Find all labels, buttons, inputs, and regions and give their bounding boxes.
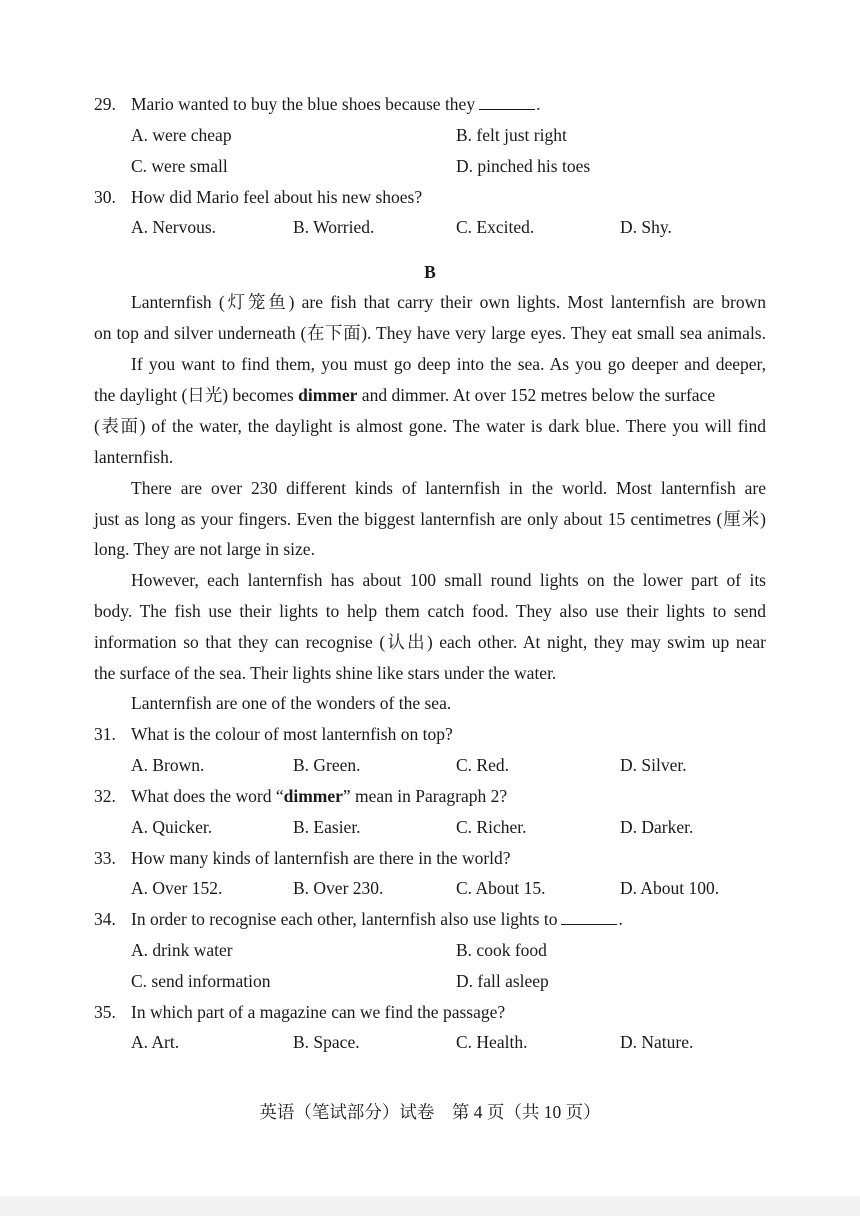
option-c: C. About 15.	[456, 878, 546, 898]
passage-line: long. They are not large in size.	[94, 539, 315, 559]
question-stem	[131, 785, 507, 807]
option-b: B. Space.	[293, 1032, 360, 1052]
option-b: B. Green.	[293, 755, 361, 775]
option-a: A. drink water	[131, 940, 233, 960]
question-stem: In which part of a magazine can we find the passage?	[131, 1002, 506, 1022]
key-word: dimmer	[283, 786, 343, 806]
answer-blank	[479, 95, 535, 110]
option-b: B. Over 230.	[293, 878, 384, 898]
question-number: 32.	[94, 786, 116, 806]
text-segment: ” mean in Paragraph 2?	[342, 786, 508, 806]
scan-edge	[0, 1196, 860, 1216]
stem-text: In order to recognise each other, lanternfish also use lights to	[131, 909, 558, 929]
passage-line	[94, 384, 766, 406]
page-footer: 英语（笔试部分）试卷 第 4 页（共 10 页）	[259, 1102, 601, 1122]
question-stem: What is the colour of most lanternfish on top?	[131, 724, 453, 744]
option-a: A. were cheap	[131, 125, 232, 145]
question-number: 31.	[94, 724, 116, 744]
passage-line: Lanternfish are one of the wonders of the sea.	[131, 693, 452, 713]
option-a: A. Brown.	[131, 755, 205, 775]
option-c: C. Excited.	[456, 217, 535, 237]
question-stem: How many kinds of lanternfish are there in the world?	[131, 848, 511, 868]
passage-line: If you want to find them, you must go deep into the sea. As you go deeper and deeper,	[131, 354, 766, 374]
question-number: 33.	[94, 848, 116, 868]
option-d: D. pinched his toes	[456, 156, 591, 176]
option-b: B. cook food	[456, 940, 547, 960]
option-c: C. were small	[131, 156, 228, 176]
passage-line: There are over 230 different kinds of lanternfish in the world. Most lanternfish are	[131, 478, 766, 498]
option-b: B. felt just right	[456, 125, 567, 145]
question-stem: How did Mario feel about his new shoes?	[131, 187, 423, 207]
option-a: A. Quicker.	[131, 817, 213, 837]
passage-line: lanternfish.	[94, 447, 174, 467]
question-stem	[131, 908, 623, 930]
key-word: dimmer	[298, 385, 358, 405]
option-a: A. Art.	[131, 1032, 180, 1052]
stem-text: Mario wanted to buy the blue shoes because they	[131, 94, 476, 114]
passage-line: on top and silver underneath (在下面). They have very large eyes. They eat small sea animals.	[94, 323, 766, 343]
section-title: B	[424, 262, 436, 282]
option-a: A. Over 152.	[131, 878, 223, 898]
answer-blank	[561, 910, 617, 925]
option-b: B. Easier.	[293, 817, 361, 837]
passage-line: information so that they can recognise (认出) each other. At night, they may swim up near	[94, 632, 766, 652]
stem-end: .	[618, 909, 623, 929]
option-d: D. Nature.	[620, 1032, 694, 1052]
option-d: D. Darker.	[620, 817, 694, 837]
option-d: D. About 100.	[620, 878, 720, 898]
option-a: A. Nervous.	[131, 217, 217, 237]
question-number: 34.	[94, 909, 116, 929]
passage-line: However, each lanternfish has about 100 small round lights on the lower part of its	[131, 570, 766, 590]
question-number: 30.	[94, 187, 116, 207]
option-d: D. Shy.	[620, 217, 672, 237]
text-segment: and dimmer. At over 152 metres below the surface	[357, 385, 716, 405]
text-segment: What does the word “	[131, 786, 284, 806]
text-segment: the daylight (日光) becomes	[94, 385, 299, 405]
question-number: 35.	[94, 1002, 116, 1022]
option-c: C. send information	[131, 971, 271, 991]
passage-line: Lanternfish (灯笼鱼) are fish that carry their own lights. Most lanternfish are brown	[131, 292, 766, 312]
question-number: 29.	[94, 94, 116, 114]
option-c: C. Red.	[456, 755, 509, 775]
passage-line: (表面) of the water, the daylight is almost gone. The water is dark blue. There you will find	[94, 416, 766, 436]
option-d: D. fall asleep	[456, 971, 549, 991]
stem-end: .	[536, 94, 541, 114]
passage-line: the surface of the sea. Their lights shine like stars under the water.	[94, 663, 557, 683]
option-c: C. Richer.	[456, 817, 527, 837]
question-stem	[131, 93, 540, 115]
option-b: B. Worried.	[293, 217, 375, 237]
passage-line: body. The fish use their lights to help them catch food. They also use their lights to send	[94, 601, 766, 621]
passage-line: just as long as your fingers. Even the biggest lanternfish are only about 15 centimetres (厘米)	[94, 509, 766, 529]
option-c: C. Health.	[456, 1032, 528, 1052]
option-d: D. Silver.	[620, 755, 687, 775]
